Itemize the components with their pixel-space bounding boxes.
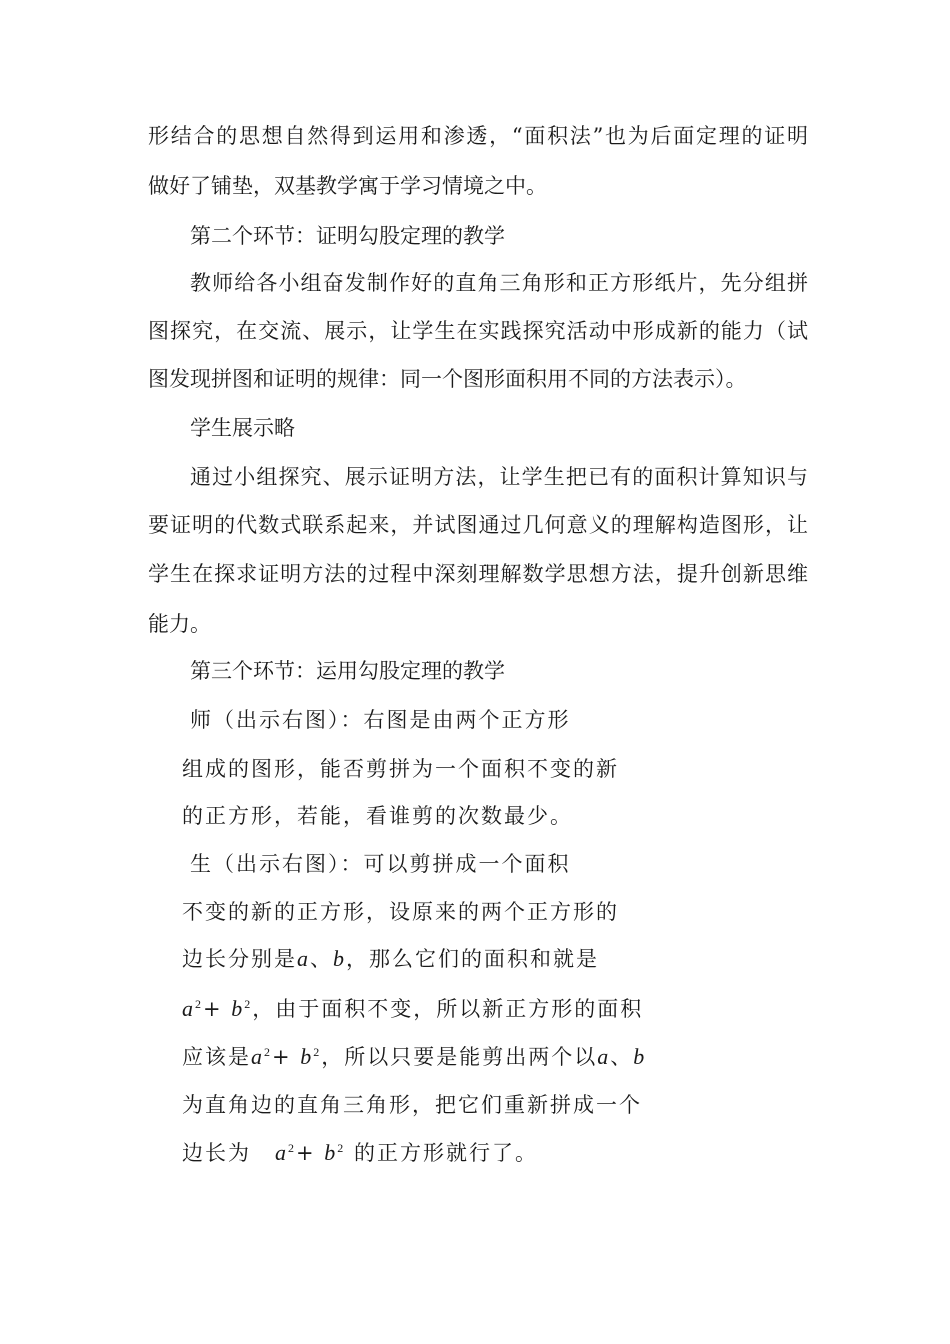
section-heading: 第二个环节：证明勾股定理的教学: [190, 224, 505, 248]
plus-sign: +: [272, 1045, 301, 1069]
variable-a: a: [597, 1044, 611, 1069]
text-run: 边长为: [182, 1141, 251, 1165]
teacher-line: 的正方形，若能，看谁剪的次数最少。: [182, 804, 573, 828]
variable-a: a: [182, 996, 195, 1021]
text-run: ，由于面积不变，所以新正方形的面积: [252, 997, 644, 1021]
variable-b: b: [333, 946, 346, 971]
student-line: 不变的新的正方形，设原来的两个正方形的: [182, 900, 619, 924]
paragraph-line: 学生展示略: [190, 416, 295, 440]
exponent: 2: [288, 1141, 296, 1155]
text-run: 应该是: [182, 1045, 251, 1069]
student-line: 为直角边的直角三角形，把它们重新拼成一个: [182, 1093, 642, 1117]
paragraph-line: 形结合的思想自然得到运用和渗透，“面积法”也为后面定理的证明: [148, 124, 808, 148]
student-line: 生（出示右图）：可以剪拼成一个面积: [190, 852, 571, 876]
student-line: [182, 1138, 538, 1168]
exponent: 2: [244, 997, 253, 1011]
exponent: 2: [195, 997, 203, 1011]
paragraph-line: 教师给各小组奋发制作好的直角三角形和正方形纸片，先分组拼: [190, 271, 808, 295]
exponent: 2: [313, 1045, 322, 1059]
exponent: 2: [264, 1045, 272, 1059]
text-run: 、: [310, 947, 333, 971]
text-run: ，那么它们的面积和就是: [346, 947, 599, 971]
text-run: 、: [610, 1045, 634, 1069]
variable-b: b: [324, 1140, 338, 1165]
student-line: [182, 994, 643, 1024]
text-run: 边长分别是: [182, 947, 297, 971]
paragraph-line: 图发现拼图和证明的规律：同一个图形面积用不同的方法表示）。: [148, 367, 747, 391]
variable-b: b: [633, 1044, 647, 1069]
paragraph-line: 做好了铺垫，双基教学寓于学习情境之中。: [148, 174, 547, 198]
section-heading: 第三个环节：运用勾股定理的教学: [190, 659, 505, 683]
variable-a: a: [251, 1044, 264, 1069]
paragraph-line: 图探究，在交流、展示，让学生在实践探究活动中形成新的能力（试: [148, 319, 808, 343]
paragraph-line: 通过小组探究、展示证明方法，让学生把已有的面积计算知识与: [190, 465, 808, 489]
variable-b: b: [231, 996, 245, 1021]
student-line: [182, 1042, 646, 1072]
student-line: [182, 944, 599, 974]
exponent: 2: [337, 1141, 346, 1155]
plus-sign: +: [203, 997, 232, 1021]
variable-b: b: [300, 1044, 314, 1069]
teacher-line: 师（出示右图）：右图是由两个正方形: [190, 708, 571, 732]
variable-a: a: [275, 1140, 288, 1165]
paragraph-line: 能力。: [148, 612, 211, 636]
plus-sign: +: [296, 1141, 325, 1165]
paragraph-line: 要证明的代数式联系起来，并试图通过几何意义的理解构造图形，让: [148, 513, 808, 537]
teacher-line: 组成的图形，能否剪拼为一个面积不变的新: [182, 757, 619, 781]
text-run: 的正方形就行了。: [353, 1141, 538, 1165]
text-run: ，所以只要是能剪出两个以: [321, 1045, 598, 1069]
paragraph-line: 学生在探求证明方法的过程中深刻理解数学思想方法，提升创新思维: [148, 562, 808, 586]
variable-a: a: [297, 946, 310, 971]
